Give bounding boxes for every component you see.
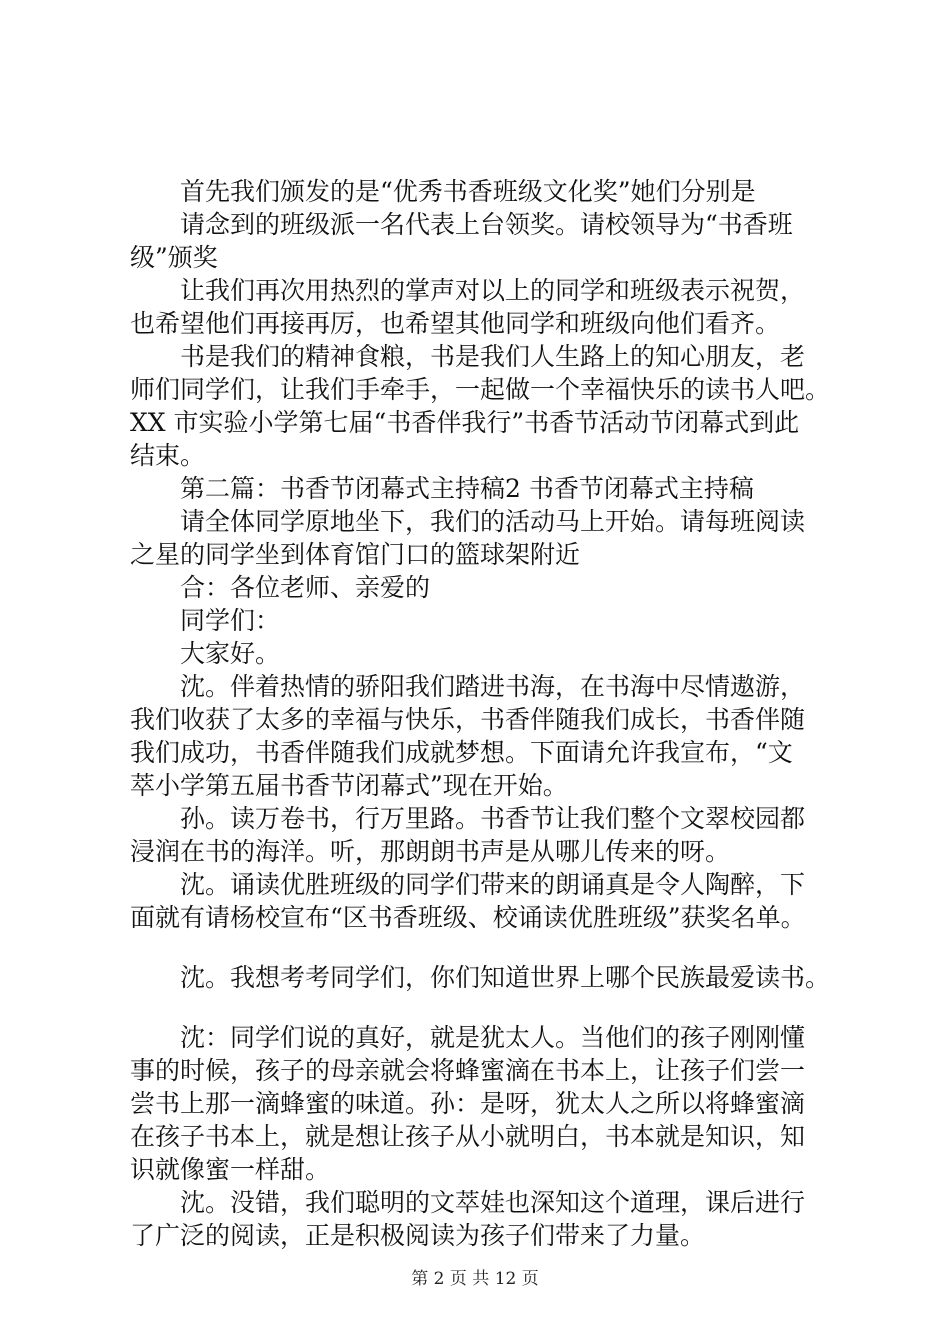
text-line: 沈。诵读优胜班级的同学们带来的朗诵真是令人陶醉，下 <box>180 870 806 899</box>
page-number-footer: 第 2 页 共 12 页 <box>411 1269 539 1289</box>
text-line: 浸润在书的海洋。听，那朗朗书声是从哪儿传来的呀。 <box>130 837 731 866</box>
text-line: 在孩子书本上，就是想让孩子从小就明白，书本就是知识，知 <box>130 1122 806 1151</box>
text-line: 了广泛的阅读，正是积极阅读为孩子们带来了力量。 <box>130 1221 706 1250</box>
text-line: 级”颁奖 <box>130 243 218 272</box>
text-line: 萃小学第五届书香节闭幕式”现在开始。 <box>130 771 568 800</box>
text-line: 同学们： <box>180 606 281 635</box>
text-line: 结束。 <box>130 441 206 470</box>
text-line: 事的时候，孩子的母亲就会将蜂蜜滴在书本上，让孩子们尝一 <box>130 1056 806 1085</box>
text-line: 请念到的班级派一名代表上台领奖。请校领导为“书香班 <box>180 210 793 239</box>
text-line: 师们同学们，让我们手牵手，一起做一个幸福快乐的读书人吧。 <box>130 375 831 404</box>
text-line: 让我们再次用热烈的掌声对以上的同学和班级表示祝贺， <box>180 276 806 305</box>
text-line: 之星的同学坐到体育馆门口的篮球架附近 <box>130 540 581 569</box>
text-line: 合：各位老师、亲爱的 <box>180 573 431 602</box>
text-line: 沈。伴着热情的骄阳我们踏进书海，在书海中尽情遨游， <box>180 672 806 701</box>
text-line: 大家好。 <box>180 639 281 668</box>
section-heading: 第二篇：书香节闭幕式主持稿2 书香节闭幕式主持稿 <box>180 474 754 503</box>
text-line: 请全体同学原地坐下，我们的活动马上开始。请每班阅读 <box>180 507 806 536</box>
text-line: 首先我们颁发的是“优秀书香班级文化奖”她们分别是 <box>180 177 756 206</box>
text-line: 我们收获了太多的幸福与快乐，书香伴随我们成长，书香伴随 <box>130 705 806 734</box>
text-line: 尝书上那一滴蜂蜜的味道。孙：是呀，犹太人之所以将蜂蜜滴 <box>130 1089 806 1118</box>
text-line: 沈。我想考考同学们，你们知道世界上哪个民族最爱读书。 <box>180 963 831 992</box>
text-line: 我们成功，书香伴随我们成就梦想。下面请允许我宣布，“文 <box>130 738 793 767</box>
text-line: 孙。读万卷书，行万里路。书香节让我们整个文翠校园都 <box>180 804 806 833</box>
text-line: 也希望他们再接再厉，也希望其他同学和班级向他们看齐。 <box>130 309 781 338</box>
text-line: 面就有请杨校宣布“区书香班级、校诵读优胜班级”获奖名单。 <box>130 903 806 932</box>
text-line: 沈：同学们说的真好，就是犹太人。当他们的孩子刚刚懂 <box>180 1023 806 1052</box>
text-line: XX 市实验小学第七届“书香伴我行”书香节活动节闭幕式到此 <box>130 408 800 437</box>
text-line: 沈。没错，我们聪明的文萃娃也深知这个道理，课后进行 <box>180 1188 806 1217</box>
text-line: 识就像蜜一样甜。 <box>130 1155 331 1184</box>
text-line: 书是我们的精神食粮，书是我们人生路上的知心朋友，老 <box>180 342 806 371</box>
